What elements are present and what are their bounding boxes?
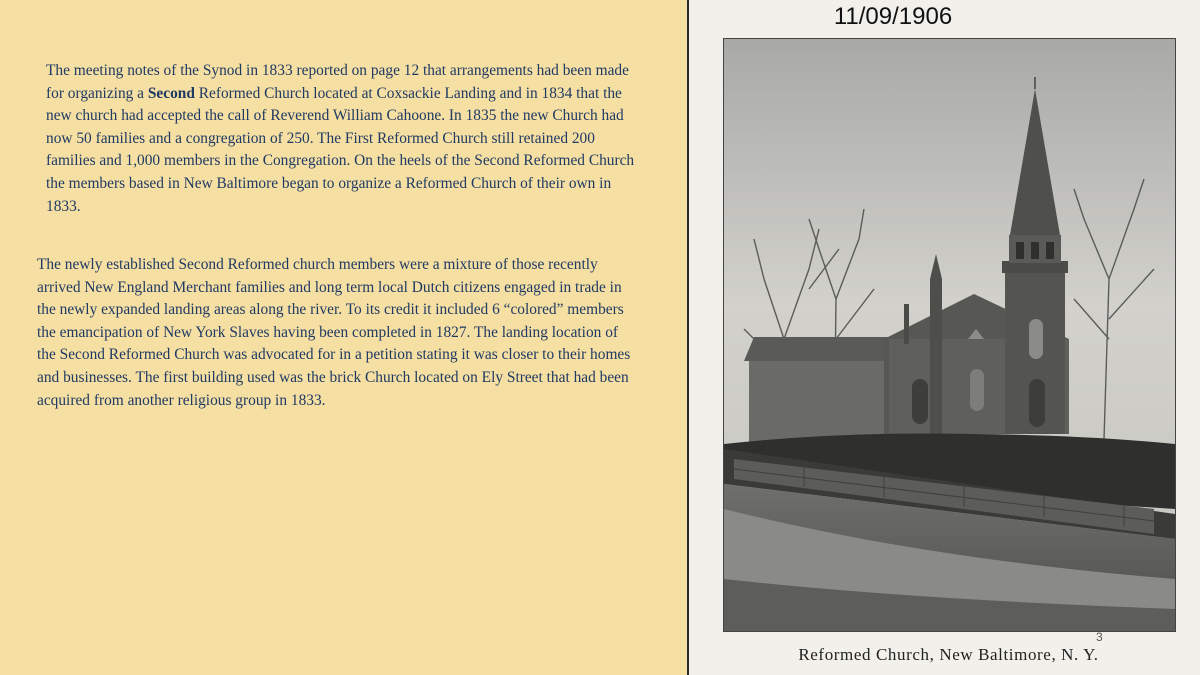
church-photo: [723, 38, 1176, 632]
page-number: 3: [1096, 630, 1103, 644]
emphasis-second: Second: [147, 84, 195, 102]
paragraph-synod-notes: [46, 60, 641, 218]
paragraph-second-church-members: The newly established Second Reformed church members were a mixture of those recently arrived New England Merchant families and long term local Dutch citizens engaged in trade in the newly expanded landing areas along the river. To its credit it included 6 “colored” members the emancipation of New York Slaves having been completed in 1827. The landing location of the Second Reformed Church was advocated for in a petition stating it was closer to their homes and businesses. The first building used was the brick Church located on Ely Street that had been acquired from another religious group in 1833.: [37, 256, 631, 409]
paragraph-1-start: The meeting notes of the Synod in 1833 reported on page 12 that arrangements had been made for organizing a: [46, 62, 629, 102]
paragraph-1-end: Reformed Church located at Coxsackie Landing and in 1834 that the new church had accepted the call of Reverend William Cahoone. In 1835 the new Church had now 50 families and a congregation of 250. The First Reformed Church still retained 200 families and 1,000 members in the Congregation. On the heels of the Second Reformed Church the members based in New Baltimore began to organize a Reformed Church of their own in 1833.: [46, 84, 635, 215]
postcard-date: 11/09/1906: [833, 3, 953, 30]
postcard-caption: Reformed Church, New Baltimore, N. Y.: [798, 645, 1099, 664]
